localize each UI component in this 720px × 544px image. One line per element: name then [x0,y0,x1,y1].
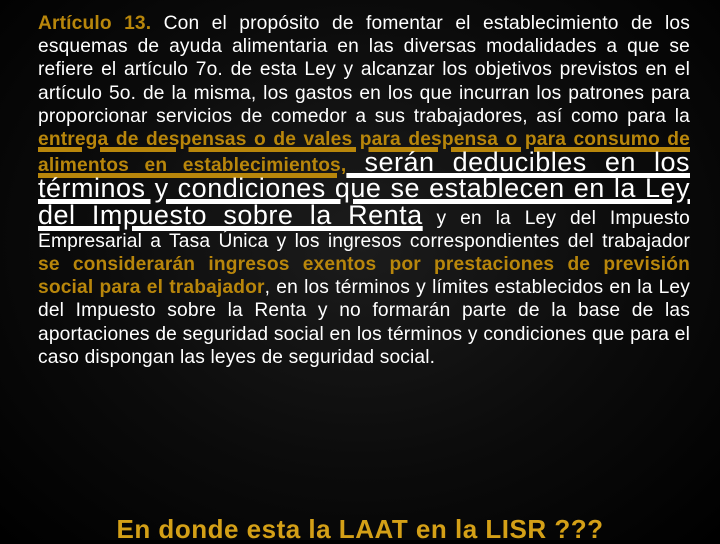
article-text-2: y en la Ley del Impuesto Empresarial a Tasa Única y los ingresos correspondientes del trabajador [38,207,690,252]
article-text-3: , en los términos y límites establecidos en la Ley del Impuesto sobre la Renta y no formarán parte de la base de las aportaciones de seguridad social en los términos y condiciones que para el caso dispongan las leyes de seguridad social. [38,277,690,368]
highlight-ingresos-exentos: se considerarán ingresos exentos por prestaciones de previsión social para el trabajador [38,254,690,299]
question-text: En donde esta la LAAT en la LISR ??? [116,514,604,544]
emphasis-deducibles: serán deducibles en los términos y condiciones que se establecen en la Ley del Impuesto sobre la Renta [38,147,690,230]
article-text-1: Con el propósito de fomentar el establecimiento de los esquemas de ayuda alimentaria en las diversas modalidades a que se refiere el artículo 7o. de esta Ley y alcanzar los objetivos previstos en el artículo 5o. de la misma, los gastos en los que incurran los patrones para proporcionar servicios de comedor a sus trabajadores, así como para la [38,13,690,127]
article-label: Artículo 13. [38,13,152,34]
article-paragraph [38,12,690,369]
highlight-despensas: entrega de despensas o de vales para despensa o para consumo de alimentos en establecimientos, [38,129,690,177]
